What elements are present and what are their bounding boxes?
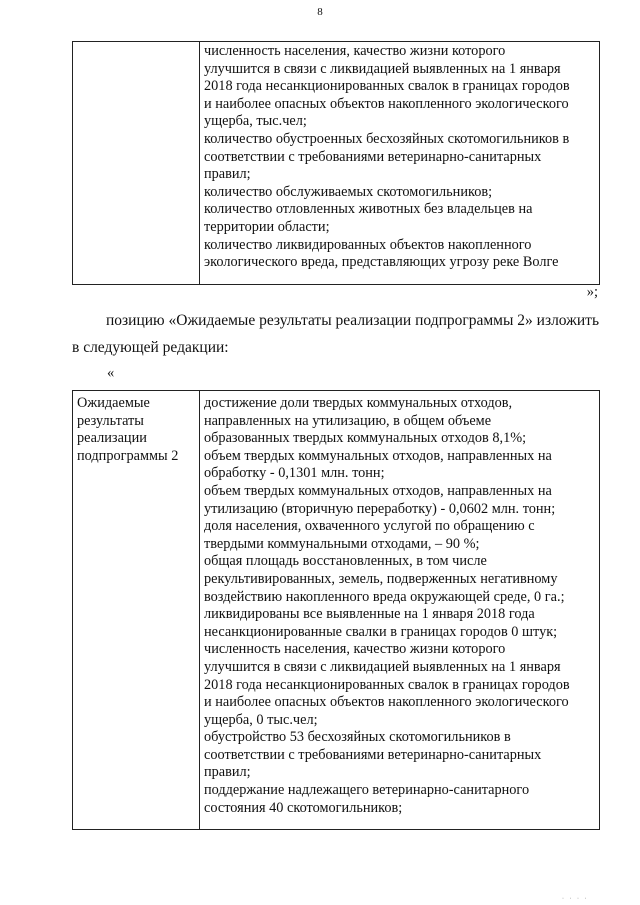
- cell-text-line: правил;: [204, 764, 251, 781]
- cell-text-line: несанкционированные свалки в границах городов 0 штук;: [204, 623, 558, 640]
- cell-text-line: поддержание надлежащего ветеринарно-санитарного: [204, 782, 530, 799]
- table-right-cell: [200, 391, 600, 830]
- cell-text-line: утилизацию (вторичную переработку) - 0,0602 млн. тонн;: [204, 500, 556, 517]
- closing-quote-mark: »;: [586, 284, 598, 300]
- cell-text-line: направленных на утилизацию, в общем объеме: [204, 412, 492, 429]
- cell-text-line: твердыми коммунальными отходами, – 90 %;: [204, 535, 480, 552]
- cell-text-line: количество обустроенных бесхозяйных скотомогильников в: [204, 130, 570, 147]
- cell-text-line: улучшится в связи с ликвидацией выявленных на 1 января: [204, 60, 561, 77]
- cell-text-line: улучшится в связи с ликвидацией выявленных на 1 января: [204, 658, 561, 675]
- cell-text-line: объем твердых коммунальных отходов, направленных на: [204, 482, 552, 499]
- cell-text-line: соответствии с требованиями ветеринарно-санитарных: [204, 148, 542, 165]
- cell-text-line: образованных твердых коммунальных отходов 8,1%;: [204, 430, 527, 447]
- row-heading-line: Ожидаемые: [77, 395, 150, 411]
- amendment-paragraph-line2: в следующей редакции:: [72, 339, 229, 356]
- cell-text-line: ущерба, 0 тыс.чел;: [204, 711, 318, 728]
- row-heading-line: результаты: [77, 412, 144, 429]
- cell-text-line: экологического вреда, представляющих угрозу реке Волге: [204, 254, 559, 271]
- row-heading-line: реализации: [77, 430, 147, 447]
- table-row: [73, 42, 600, 285]
- cell-text-line: обработку - 0,1301 млн. тонн;: [204, 465, 385, 482]
- cell-text-line: правил;: [204, 166, 251, 183]
- table-right-cell: [200, 42, 600, 285]
- cell-text-line: рекультивированных, земель, подверженных негативному: [204, 570, 558, 587]
- cell-text-line: численность населения, качество жизни которого: [204, 43, 506, 59]
- cell-text-line: и наиболее опасных объектов накопленного экологического: [204, 95, 569, 112]
- scan-footer-mark: · · · ·: [562, 896, 589, 902]
- cell-text-line: ликвидированы все выявленные на 1 января 2018 года: [204, 606, 535, 623]
- cell-text-line: количество обслуживаемых скотомогильников;: [204, 183, 493, 200]
- indicators-table-continued: [72, 41, 600, 285]
- cell-text-line: ущерба, тыс.чел;: [204, 113, 307, 130]
- cell-text-line: общая площадь восстановленных, в том числе: [204, 553, 487, 570]
- cell-text-line: состояния 40 скотомогильников;: [204, 799, 403, 816]
- cell-text-line: обустройство 53 бесхозяйных скотомогильников в: [204, 729, 511, 746]
- cell-text-line: воздействию накопленного вреда окружающей среде, 0 га.;: [204, 588, 565, 605]
- opening-quote-mark: «: [107, 365, 115, 381]
- cell-text-line: количество ликвидированных объектов накопленного: [204, 236, 532, 253]
- cell-text-line: территории области;: [204, 218, 330, 235]
- cell-text-line: численность населения, качество жизни которого: [204, 641, 506, 658]
- cell-text-line: количество отловленных животных без владельцев на: [204, 201, 533, 218]
- expected-results-table: [72, 390, 600, 830]
- cell-text-line: доля населения, охваченного услугой по обращению с: [204, 518, 535, 535]
- table-row: [73, 391, 600, 830]
- table-left-cell: [73, 391, 200, 830]
- cell-text-line: достижение доли твердых коммунальных отходов,: [204, 395, 513, 411]
- page-number: 8: [317, 6, 323, 18]
- cell-text-line: и наиболее опасных объектов накопленного экологического: [204, 694, 569, 711]
- table-left-cell: [73, 42, 200, 285]
- cell-text-line: объем твердых коммунальных отходов, направленных на: [204, 447, 552, 464]
- cell-text-line: соответствии с требованиями ветеринарно-санитарных: [204, 746, 542, 763]
- row-heading-line: подпрограммы 2: [77, 447, 179, 464]
- cell-text-line: 2018 года несанкционированных свалок в границах городов: [204, 78, 570, 95]
- amendment-paragraph-line1: позицию «Ожидаемые результаты реализации подпрограммы 2» изложить: [106, 312, 600, 329]
- cell-text-line: 2018 года несанкционированных свалок в границах городов: [204, 676, 570, 693]
